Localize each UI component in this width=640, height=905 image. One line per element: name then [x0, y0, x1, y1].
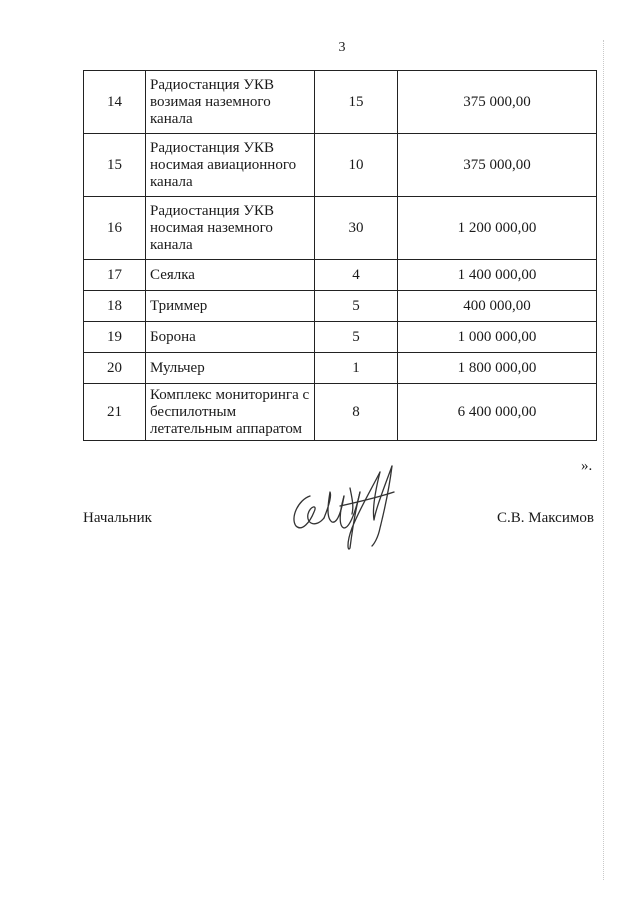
- row-number-cell: 17: [84, 260, 146, 291]
- row-name-cell: Сеялка: [146, 260, 315, 291]
- scan-edge-line: [603, 40, 604, 880]
- table-row: [84, 197, 597, 260]
- table-row: [84, 134, 597, 197]
- row-number-cell: 16: [84, 197, 146, 260]
- table-row: [84, 260, 597, 291]
- signer-name: С.В. Максимов: [497, 510, 594, 526]
- row-sum-cell: 1 400 000,00: [398, 260, 597, 291]
- row-quantity-cell: 5: [315, 291, 398, 322]
- row-name-cell: Радиостанция УКВ возимая наземного канала: [146, 71, 315, 134]
- page-number: 3: [338, 40, 346, 55]
- row-name-cell: Комплекс мониторинга с беспилотным летательным аппаратом: [146, 384, 315, 441]
- row-sum-cell: 375 000,00: [398, 134, 597, 197]
- signer-title: Начальник: [83, 510, 152, 526]
- row-sum-cell: 1 800 000,00: [398, 353, 597, 384]
- table-row: [84, 71, 597, 134]
- row-sum-cell: 6 400 000,00: [398, 384, 597, 441]
- row-number-cell: 19: [84, 322, 146, 353]
- row-number-cell: 14: [84, 71, 146, 134]
- row-sum-cell: 400 000,00: [398, 291, 597, 322]
- row-quantity-cell: 8: [315, 384, 398, 441]
- row-name-cell: Триммер: [146, 291, 315, 322]
- items-table: [83, 70, 597, 441]
- row-sum-cell: 1 000 000,00: [398, 322, 597, 353]
- row-quantity-cell: 4: [315, 260, 398, 291]
- row-quantity-cell: 30: [315, 197, 398, 260]
- row-name-cell: Радиостанция УКВ носимая наземного канала: [146, 197, 315, 260]
- row-number-cell: 20: [84, 353, 146, 384]
- row-number-cell: 21: [84, 384, 146, 441]
- row-sum-cell: 1 200 000,00: [398, 197, 597, 260]
- row-sum-cell: 375 000,00: [398, 71, 597, 134]
- table-row: [84, 322, 597, 353]
- row-name-cell: Мульчер: [146, 353, 315, 384]
- row-quantity-cell: 10: [315, 134, 398, 197]
- handwritten-signature-icon: [280, 448, 420, 558]
- row-quantity-cell: 1: [315, 353, 398, 384]
- row-quantity-cell: 5: [315, 322, 398, 353]
- table-row: [84, 291, 597, 322]
- row-number-cell: 18: [84, 291, 146, 322]
- row-number-cell: 15: [84, 134, 146, 197]
- closing-quote: ».: [581, 458, 593, 474]
- row-quantity-cell: 15: [315, 71, 398, 134]
- table-row: [84, 384, 597, 441]
- table-row: [84, 353, 597, 384]
- row-name-cell: Радиостанция УКВ носимая авиационного канала: [146, 134, 315, 197]
- row-name-cell: Борона: [146, 322, 315, 353]
